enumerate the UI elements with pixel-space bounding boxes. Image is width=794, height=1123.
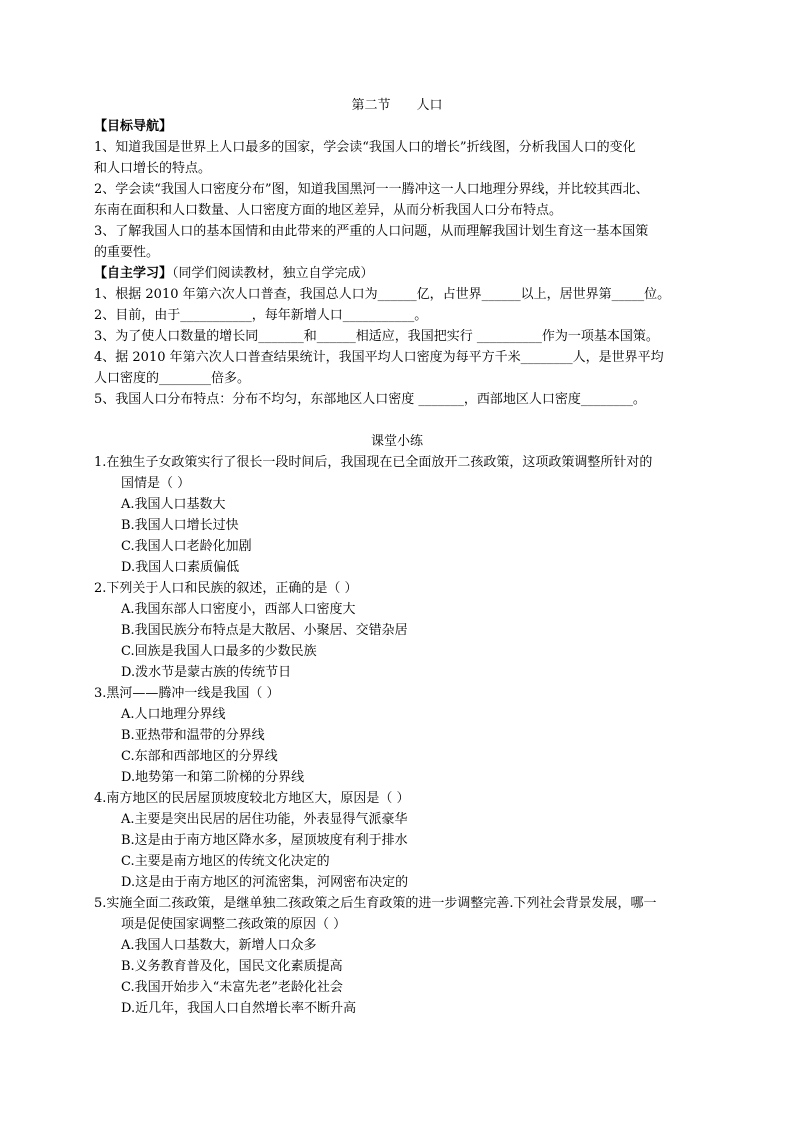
goals-line: 3、了解我国人口的基本国情和由此带来的严重的人口问题，从而理解我国计划生育这一基本国策 bbox=[94, 224, 649, 239]
self-study-heading: 【自主学习】 bbox=[94, 266, 173, 281]
goals-line: 的重要性。 bbox=[94, 245, 160, 260]
question-option: A.我国人口基数大，新增人口众多 bbox=[121, 938, 317, 953]
question-option: A.我国东部人口密度小，西部人口密度大 bbox=[121, 602, 356, 617]
fill-blank-line: 3、为了使人口数量的增长同_______和______相适应，我国把实行 __________作为一项基本国策。 bbox=[94, 329, 659, 344]
question-stem: 1.在独生子女政策实行了很长一段时间后，我国现在已全面放开二孩政策，这项政策调整所针对的 bbox=[94, 455, 653, 470]
question-option: B.义务教育普及化，国民文化素质提高 bbox=[121, 959, 343, 974]
question-option: C.回族是我国人口最多的少数民族 bbox=[121, 644, 317, 659]
question-option: C.我国开始步入“未富先老”老龄化社会 bbox=[121, 980, 343, 995]
question-option: D.这是由于南方地区的河流密集，河网密布决定的 bbox=[121, 875, 409, 890]
page-title bbox=[0, 95, 794, 116]
section-number: 第二节 bbox=[351, 98, 391, 113]
question-option: C.东部和西部地区的分界线 bbox=[121, 749, 278, 764]
question-stem: 国情是（ ） bbox=[121, 476, 191, 491]
goals-line: 和人口增长的特点。 bbox=[94, 161, 212, 176]
fill-blank-line: 2、目前，由于___________，每年新增人口___________。 bbox=[94, 308, 428, 323]
self-study-header bbox=[94, 263, 374, 284]
goals-line: 东南在面积和人口数量、人口密度方面的地区差异，从而分析我国人口分布特点。 bbox=[94, 203, 563, 218]
question-stem: 项是促使国家调整二孩政策的原因（ ） bbox=[121, 917, 347, 932]
goals-line: 1、知道我国是世界上人口最多的国家，学会读“我国人口的增长”折线图，分析我国人口的变化 bbox=[94, 140, 636, 155]
question-option: D.地势第一和第二阶梯的分界线 bbox=[121, 770, 305, 785]
question-option: A.我国人口基数大 bbox=[121, 497, 226, 512]
question-stem: 2.下列关于人口和民族的叙述，正确的是（ ） bbox=[94, 581, 358, 596]
question-option: D.我国人口素质偏低 bbox=[121, 560, 240, 575]
goals-heading: 【目标导航】 bbox=[94, 119, 173, 134]
question-stem: 4.南方地区的民居屋顶坡度较北方地区大，原因是（ ） bbox=[94, 791, 410, 806]
question-option: C.主要是南方地区的传统文化决定的 bbox=[121, 854, 330, 869]
question-option: B.亚热带和温带的分界线 bbox=[121, 728, 265, 743]
question-stem: 3.黑河——腾冲一线是我国（ ） bbox=[94, 686, 280, 701]
goals-line: 2、学会读“我国人口密度分布”图，知道我国黑河一一腾冲这一人口地理分界线，并比较其西北、 bbox=[94, 182, 649, 197]
section-topic: 人口 bbox=[416, 98, 443, 113]
question-option: A.主要是突出民居的居住功能，外表显得气派豪华 bbox=[121, 812, 408, 827]
self-study-note: （同学们阅读教材，独立自学完成） bbox=[172, 266, 374, 281]
fill-blank-line: 1、根据 2010 年第六次人口普查，我国总人口为______亿，占世界______以上，居世界第_____位。 bbox=[94, 287, 671, 302]
question-option: D.泼水节是蒙古族的传统节日 bbox=[121, 665, 292, 680]
question-option: B.我国人口增长过快 bbox=[121, 518, 239, 533]
question-option: C.我国人口老龄化加剧 bbox=[121, 539, 252, 554]
question-option: B.这是由于南方地区降水多，屋顶坡度有利于排水 bbox=[121, 833, 408, 848]
practice-heading: 课堂小练 bbox=[370, 434, 423, 449]
question-option: B.我国民族分布特点是大散居、小聚居、交错杂居 bbox=[121, 623, 408, 638]
question-option: A.人口地理分界线 bbox=[121, 707, 226, 722]
fill-blank-line: 人口密度的________倍多。 bbox=[94, 371, 251, 386]
question-stem: 5.实施全面二孩政策，是继单独二孩政策之后生育政策的进一步调整完善.下列社会背景发展，哪一 bbox=[94, 896, 657, 911]
fill-blank-line: 5、我国人口分布特点：分布不均匀，东部地区人口密度 _______，西部地区人口密度________。 bbox=[94, 392, 646, 407]
question-option: D.近几年，我国人口自然增长率不断升高 bbox=[121, 1001, 357, 1016]
fill-blank-line: 4、据 2010 年第六次人口普查结果统计，我国平均人口密度为每平方千米________人，是世界平均 bbox=[94, 350, 664, 365]
